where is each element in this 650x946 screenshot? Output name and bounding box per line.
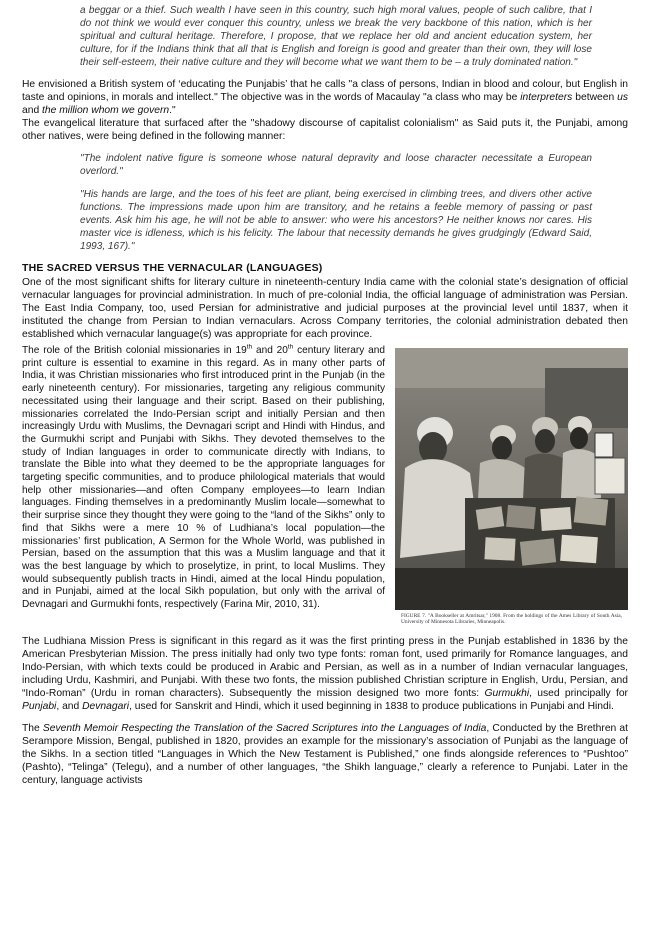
- emphasis-gurmukhi: Gurmukhi: [484, 688, 530, 699]
- section-heading: THE SACRED VERSUS THE VERNACULAR (LANGUAGES): [22, 262, 323, 274]
- block-quote-said: "His hands are large, and the toes of his feet are pliant, being exercised in climbing trees, and divers other active functions. The impressions made upon him are transitory, and he retains a feeble memory of passing or past events. Ask him his age, he will not be able to answer: who were his ancestors? He neither knows nor cares. His master vice is idleness, which is his felicity. The labour that necessity demands he gives grudgingly (Edward Said, 1993, 167).": [80, 189, 592, 252]
- paragraph-ludhiana-press: [22, 635, 628, 713]
- block-quote-native-figure: "The indolent native figure is someone whose natural depravity and loose character necessitate a European overlord.": [80, 153, 592, 177]
- text-run: century literary and print culture is essential to examine in this regard. As in many other parts of India, it was Christian missionaries who first introduced print in the Punjab (in the early nineteenth century). For missionaries, targeting any religious community necessitated using their language and their script. Based on their publishing, missionaries correlated the Indo-Persian script and initially Persian and then increasingly Urdu with Muslims, the Devnagari script and Hindi with Hindus, and the Gurmukhi script and Punjabi with Sikhs. They devoted themselves to the study of Indian languages in order to communicate directly with Indians, to translate the Bible into what they deemed to be the appropriate languages for targeting specific communities, and to produce philological materials that would help other missionaries—and often Company employees—to learn Indian languages. Finding themselves in a predominantly Muslim locale—somewhat to their surprise since they thought they were going to the “land of the Sikhs” only to find that Sikhs were a mere 10 % of Ludhiana’s local population—the missionaries’ first publication, A Sermon for the Whole World, was published in Persian, based on the assumption that this was a Muslim language and that it was the best language by which to proselytize, in print, to local Muslims. They would subsequently publish tracts in Hindi, aimed at the local Hindu population, and in Punjabi, aimed at the local Sikh population, but only with the arrival of Devnagari and Gurmukhi fonts, respectively (Farina Mir, 2010, 31).: [22, 345, 385, 611]
- emphasis-million: the million whom we govern: [42, 105, 170, 116]
- text-run: , and: [56, 701, 83, 712]
- superscript: th: [246, 343, 253, 351]
- emphasis-punjabi: Punjabi: [22, 701, 57, 712]
- paragraph-evangelical: The evangelical literature that surfaced after the "shadowy discourse of capitalist colonialism" as Said puts it, the Punjabi, among other natives, were being defined in the following manner:: [22, 118, 628, 142]
- text-run: , used for Sanskrit and Hindi, which it used beginning in 1838 to produce publications in Punjabi and Hindi.: [129, 701, 614, 712]
- text-run: The role of the British colonial missionaries in 19: [22, 345, 247, 356]
- emphasis-memoir-title: Seventh Memoir Respecting the Translation of the Sacred Scriptures into the Languages of India: [42, 723, 487, 734]
- block-quote-top: a beggar or a thief. Such wealth I have seen in this country, such high moral values, people of such calibre, that I do not think we would ever conquer this country, unless we break the very backbone of this nation, which is her spiritual and cultural heritage. Therefore, I propose, that we replace her old and ancient education system, her culture, for if the Indians think that all that is English and foreign is good and greater than their own, they will lose their self-esteem, their native culture and they will become what we want them to be – a truly dominated nation.": [80, 5, 592, 68]
- text-run: and 20: [252, 345, 288, 356]
- emphasis-us: us: [617, 92, 628, 103]
- text-run: .": [169, 105, 176, 116]
- paragraph-missionaries: [22, 343, 628, 626]
- paragraph-seventh-memoir: [22, 722, 628, 787]
- text-run: between: [572, 92, 618, 103]
- superscript: th: [287, 343, 294, 351]
- paragraph-macaulay: [22, 78, 628, 117]
- figure-caption: FIGURE 7. "A Bookseller at Amritsar," 1908. From the holdings of the Ames Library of South Asia, University of Minnesota Libraries, Minneapolis.: [401, 613, 622, 626]
- paragraph-vernacular-shift: One of the most significant shifts for literary culture in nineteenth-century India came with the colonial state’s designation of official vernacular languages for provincial administration. In much of pre-colonial India, the official language of administration was Persian. The East India Company, too, used Persian for administrative and judicial purposes at the provincial level until 1837, when it instituted the change from Persian to Indian vernaculars. Across Company territories, the colonial administration debated then established which vernacular language(s) was appropriate for each province.: [22, 277, 628, 340]
- text-run: , used principally for: [529, 688, 628, 699]
- text-run: , Conducted by the Brethren at Serampore Mission, Bengal, published in 1820, provides an example for the missionary’s association of Punjabi as the language of the Sikhs. In a section titled “Languages in Which the New Testament is Published,” one finds alongside references to “Pushtoo” (Pashto), “Telinga” (Telegu), and a number of other languages, “the Shikh language,” clearly a reference to Punjabi. Later in the century, language activists: [22, 723, 628, 786]
- bookseller-photo: [395, 348, 628, 610]
- emphasis-interpreters: interpreters: [520, 92, 573, 103]
- text-run: The: [22, 723, 43, 734]
- figure-bookseller: [395, 348, 628, 631]
- text-run: The Ludhiana Mission Press is significant in this regard as it was the first printing press in the Punjab established in 1836 by the American Presbyterian Mission. The press initially had only two type fonts: roman font, used primarily for Romance languages, and Indo-Persian, with which texts could be produced in Arabic and Persian, as well as in a number of Indian vernacular languages, including Urdu, Kashmiri, and Punjabi. With these two fonts, the mission published Christian scripture in English, Urdu, Persian, and “Indo-Roman” (Urdu in roman characters). Subsequently the mission designed two more fonts:: [22, 636, 628, 699]
- text-run: and: [22, 105, 43, 116]
- emphasis-devnagari: Devnagari: [82, 701, 130, 712]
- text-run: He envisioned a British system of ‘educating the Punjabis’ that he calls "a class of persons, Indian in blood and colour, but English in taste and opinions, in morals and intellect." The objective was in the words of Macaulay "a class who may be: [22, 79, 628, 103]
- bookseller-photo-illustration: [395, 348, 628, 610]
